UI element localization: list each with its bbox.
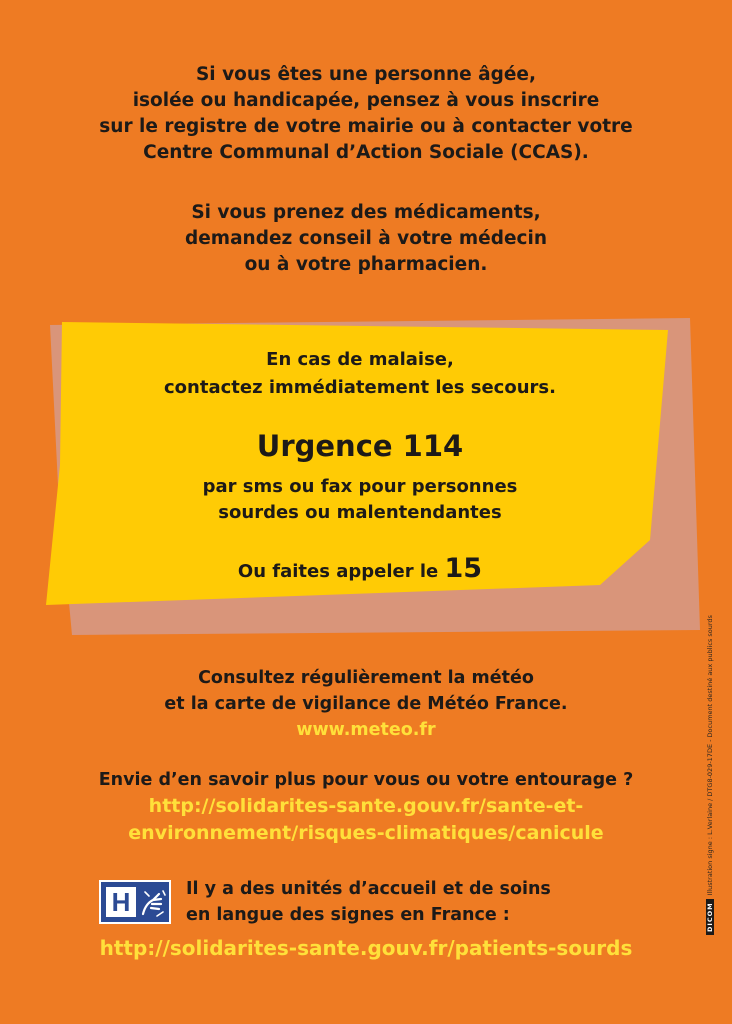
weather-paragraph bbox=[0, 665, 732, 743]
intro-line: Centre Communal d’Action Sociale (CCAS). bbox=[143, 142, 589, 163]
medication-paragraph bbox=[0, 200, 732, 278]
canicule-link-line[interactable]: environnement/risques-climatiques/canicule bbox=[128, 822, 604, 844]
weather-line: Consultez régulièrement la météo bbox=[198, 668, 534, 688]
sms-info-line: par sms ou fax pour personnes bbox=[202, 476, 518, 497]
call-text: Ou faites appeler le bbox=[237, 561, 445, 582]
call-15 bbox=[60, 552, 660, 589]
intro-line: isolée ou handicapée, pensez à vous inscrire bbox=[132, 90, 600, 111]
meteo-link[interactable]: www.meteo.fr bbox=[296, 720, 436, 740]
patients-sourds-link[interactable]: http://solidarites-sante.gouv.fr/patients-sourds bbox=[99, 936, 633, 960]
learn-more-paragraph bbox=[0, 767, 732, 847]
emergency-intro bbox=[60, 346, 660, 402]
emergency-intro-line: En cas de malaise, bbox=[266, 349, 454, 370]
medication-line: demandez conseil à votre médecin bbox=[185, 228, 547, 249]
h-letter-icon: H bbox=[106, 887, 136, 917]
intro-paragraph bbox=[0, 62, 732, 166]
sms-info-line: sourdes ou malentendantes bbox=[218, 502, 502, 523]
call-number: 15 bbox=[444, 553, 483, 584]
credits-vertical bbox=[706, 615, 714, 935]
medication-line: ou à votre pharmacien. bbox=[244, 254, 488, 275]
credits-text: Illustration signe : L.Verlaine / DTG8-029-17DE - Document destiné aux publics sourds bbox=[706, 615, 714, 896]
emergency-intro-line: contactez immédiatement les secours. bbox=[164, 377, 556, 398]
intro-line: Si vous êtes une personne âgée, bbox=[195, 64, 537, 85]
hospital-sign-language-icon bbox=[99, 880, 171, 924]
dicom-logo: DICOM bbox=[706, 899, 714, 935]
intro-line: sur le registre de votre mairie ou à contacter votre bbox=[99, 116, 633, 137]
urgence-number: Urgence 114 bbox=[256, 429, 464, 463]
signing-hands-icon bbox=[139, 886, 169, 920]
sign-language-line: Il y a des unités d’accueil et de soins bbox=[186, 879, 551, 899]
weather-line: et la carte de vigilance de Météo France. bbox=[164, 694, 568, 714]
canicule-link-line[interactable]: http://solidarites-sante.gouv.fr/sante-et- bbox=[148, 795, 584, 817]
medication-line: Si vous prenez des médicaments, bbox=[191, 202, 541, 223]
sms-info bbox=[60, 474, 660, 526]
sign-language-text bbox=[186, 876, 551, 928]
sign-language-line: en langue des signes en France : bbox=[186, 905, 510, 925]
learn-more-question: Envie d’en savoir plus pour vous ou votre entourage ? bbox=[98, 770, 634, 790]
